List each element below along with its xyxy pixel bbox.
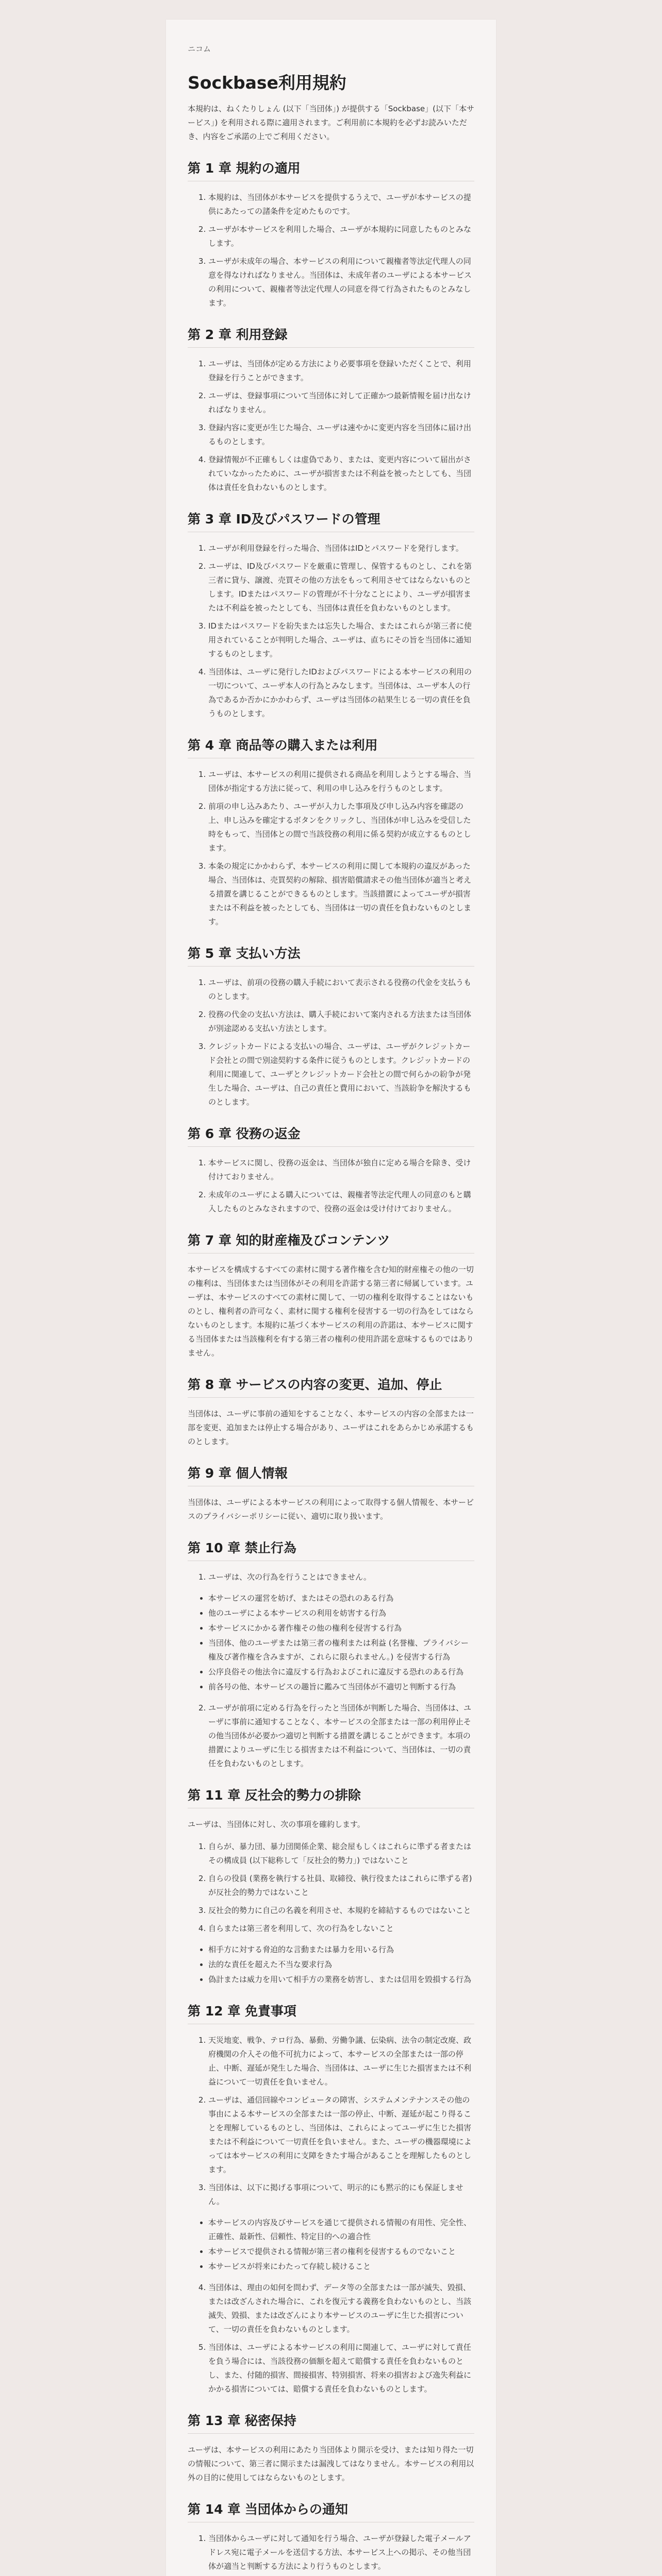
bullet-item: • 本サービスで提供される情報が第三者の権利を侵害するものでないこと: [208, 2245, 474, 2259]
list-item: 1. ユーザは、本サービスの利用に提供される商品を利用しようとする場合、当団体が指定する方法に従って、利用の申し込みを行うものとします。: [208, 768, 474, 795]
list-item: [208, 1570, 474, 1584]
chapter-heading: 第 4 章 商品等の購入または利用: [188, 735, 474, 758]
chapter-heading: 第 7 章 知的財産権及びコンテンツ: [188, 1230, 474, 1253]
chapter-heading: 第 2 章 利用登録: [188, 325, 474, 348]
chapter-heading: 第 9 章 個人情報: [188, 1463, 474, 1486]
bullet-item: • 相手方に対する脅迫的な言動または暴力を用いる行為: [208, 1943, 474, 1957]
list-item: 2. 役務の代金の支払い方法は、購入手続において案内される方法または当団体が別途認める支払い方法とします。: [208, 1008, 474, 1036]
chapter-heading: 第 1 章 規約の適用: [188, 158, 474, 181]
site-brand[interactable]: ニコム: [188, 44, 211, 54]
intro-paragraph: 本規約は、ねくたりしょん (以下「当団体」) が提供する「Sockbase」(以下「本サービス」) を利用される際に適用されます。ご利用前に本規約を必ずお読みいただき、内容をご承諾の上でご利用ください。: [188, 104, 474, 141]
list-item: 1. ユーザが利用登録を行った場合、当団体はIDとパスワードを発行します。: [208, 541, 474, 555]
list-item: 4. 登録情報が不正確もしくは虚偽であり、または、変更内容について届出がされていなかったために、ユーザが損害または不利益を被ったとしても、当団体は責任を負わないものとします。: [208, 453, 474, 495]
list-item: 1. ユーザは、当団体が定める方法により必要事項を登録いただくことで、利用登録を行うことができます。: [208, 357, 474, 385]
list-item: 3. IDまたはパスワードを紛失または忘失した場合、またはこれらが第三者に使用されていることが判明した場合、ユーザは、直ちにその旨を当団体に通知するものとします。: [208, 619, 474, 661]
list-item: 2. 未成年のユーザによる購入については、親権者等法定代理人の同意のもと購入したものとみなされますので、役務の返金は受け付けておりません。: [208, 1188, 474, 1216]
page-title: Sockbase利用規約: [188, 73, 346, 93]
list-item: 2. ユーザは、登録事項について当団体に対して正確かつ最新情報を届け出なければなりません。: [208, 389, 474, 417]
bullet-item: • 前各号の他、本サービスの趣旨に鑑みて当団体が不適切と判断する行為: [208, 1680, 474, 1694]
list-item: 2. ユーザが本サービスを利用した場合、ユーザが本規約に同意したものとみなします。: [208, 223, 474, 250]
chapter-body: 本サービスを構成するすべての素材に関する著作権を含む知的財産権その他の一切の権利は、当団体または当団体がその利用を許諾する第三者に帰属しています。ユーザは、本サービスのすべての素材に関して、一切の権利を取得することはないものとし、権利者の許可なく、素材に関する権利を侵害する一切の行為をしてはならないものとします。本規約に基づく本サービスの利用の許諾は、本サービスに関する当団体または当該権利を有する第三者の権利の使用許諾を意味するものではありません。: [188, 1265, 474, 1358]
chapter-body: 当団体は、ユーザに事前の通知をすることなく、本サービスの内容の全部または一部を変更、追加または停止する場合があり、ユーザはこれをあらかじめ承諾するものとします。: [188, 1409, 474, 1446]
bullet-item: • 当団体、他のユーザまたは第三者の権利または利益 (名誉権、プライバシー権及び著作権を含みますが、これらに限られません。) を侵害する行為: [208, 1636, 474, 1664]
chapter-11: [188, 1785, 474, 1987]
chapter-10: [188, 1538, 474, 1771]
list-item: 1. 本規約は、当団体が本サービスを提供するうえで、ユーザが本サービスの提供にあたっての諸条件を定めたものです。: [208, 191, 474, 218]
bullet-item: • 他のユーザによる本サービスの利用を妨害する行為: [208, 1606, 474, 1620]
bullet-item: • 本サービスが将来にわたって存続し続けること: [208, 2260, 474, 2274]
list-item: 3. クレジットカードによる支払いの場合、ユーザは、ユーザがクレジットカード会社との間で別途契約する条件に従うものとします。クレジットカードの利用に関連して、ユーザとクレジットカード会社との間で何らかの紛争が発生した場合、ユーザは、自己の責任と費用において、当該紛争を解決するものとします。: [208, 1040, 474, 1109]
chapter-body: ユーザは、本サービスの利用にあたり当団体より開示を受け、または知り得た一切の情報について、第三者に開示または漏洩してはなりません。本サービスの利用以外の目的に使用してはならないものとします。: [188, 2445, 474, 2482]
list-item: 1. 当団体からユーザに対して通知を行う場合、ユーザが登録した電子メールアドレス宛に電子メールを送信する方法、本サービス上への掲示、その他当団体が適当と判断する方法により行うものとします。: [208, 2532, 474, 2573]
chapter-8: [188, 1375, 474, 1449]
list-item: 4. 当団体は、理由の如何を問わず、データ等の全部または一部が滅失、毀損、または改ざんされた場合に、これを復元する義務を負わないものとし、当該滅失、毀損、または改ざんにより本サービスのユーザに生じた損害について、一切の責任を負わないものとします。: [208, 2281, 474, 2336]
list-item: 1. ユーザは、前項の役務の購入手続において表示される役務の代金を支払うものとします。: [208, 976, 474, 1004]
list-item: 3. 反社会的勢力に自己の名義を利用させ、本規約を締結するものではないこと: [208, 1904, 474, 1918]
list-item-text: ユーザは、次の行為を行うことはできません。: [208, 1572, 371, 1582]
chapter-4: [188, 735, 474, 929]
chapter-heading: 第 3 章 ID及びパスワードの管理: [188, 509, 474, 532]
chapter-heading: 第 10 章 禁止行為: [188, 1538, 474, 1561]
bullet-item: • 本サービスの内容及びサービスを通じて提供される情報の有用性、完全性、正確性、最新性、信頼性、特定目的への適合性: [208, 2216, 474, 2244]
bullet-item: • 法的な責任を超えた不当な要求行為: [208, 1958, 474, 1972]
chapter-body: 当団体は、ユーザによる本サービスの利用によって取得する個人情報を、本サービスのプライバシーポリシーに従い、適切に取り扱います。: [188, 1498, 474, 1521]
chapter-heading: 第 6 章 役務の返金: [188, 1124, 474, 1147]
list-item: 2. 自らの役員 (業務を執行する社員、取締役、執行役またはこれらに準ずる者) が反社会的勢力ではないこと: [208, 1872, 474, 1900]
chapter-12: [188, 2001, 474, 2396]
list-item: 2. 前項の申し込みあたり、ユーザが入力した事項及び申し込み内容を確認の上、申し込みを確定するボタンをクリックし、当団体が申し込みを受信した時をもって、当団体との間で当該役務の利用に係る契約が成立するものとします。: [208, 800, 474, 855]
terms-document: [166, 20, 496, 2576]
bullet-item: • 本サービスにかかる著作権その他の権利を侵害する行為: [208, 1621, 474, 1635]
list-item: 4. 当団体は、ユーザに発行したIDおよびパスワードによる本サービスの利用の一切について、ユーザ本人の行為とみなします。当団体は、ユーザ本人の行為であるか否かにかかわらず、ユーザは当団体の結果生じる一切の責任を負うものとします。: [208, 665, 474, 721]
list-item: 1. 本サービスに関し、役務の返金は、当団体が独自に定める場合を除き、受け付けておりません。: [208, 1156, 474, 1184]
chapter-1: [188, 158, 474, 310]
chapter-2: [188, 325, 474, 495]
list-item: 3. 当団体は、以下に掲げる事項について、明示的にも黙示的にも保証しません。: [208, 2181, 474, 2209]
chapter-6: [188, 1124, 474, 1216]
chapter-7: [188, 1230, 474, 1360]
list-item: 1. 天災地変、戦争、テロ行為、暴動、労働争議、伝染病、法令の制定改廃、政府機関の介入その他不可抗力によって、本サービスの全部または一部の停止、中断、遅延が発生した場合、当団体は、ユーザに生じた損害または不利益について一切責任を負いません。: [208, 2033, 474, 2089]
bullet-item: • 公序良俗その他法令に違反する行為およびこれに違反する恐れのある行為: [208, 1665, 474, 1679]
chapter-13: [188, 2411, 474, 2485]
list-item: 4. 自らまたは第三者を利用して、次の行為をしないこと: [208, 1922, 474, 1936]
chapter-heading: 第 13 章 秘密保持: [188, 2411, 474, 2434]
list-item: 1. 自らが、暴力団、暴力団関係企業、総会屋もしくはこれらに準ずる者またはその構成員 (以下総称して「反社会的勢力」) ではないこと: [208, 1840, 474, 1868]
chapter-14: [188, 2499, 474, 2576]
list-item: 2. ユーザは、ID及びパスワードを厳重に管理し、保管するものとし、これを第三者に貸与、譲渡、売買その他の方法をもって利用させてはならないものとします。IDまたはパスワードの管理が不十分なことにより、ユーザが損害または不利益を被ったとしても、当団体は責任を負わないものとします。: [208, 560, 474, 615]
chapter-5: [188, 943, 474, 1109]
list-item: 3. ユーザが未成年の場合、本サービスの利用について親権者等法定代理人の同意を得なければなりません。当団体は、未成年者のユーザによる本サービスの利用について、親権者等法定代理人の同意を得て行為されたものとみなします。: [208, 255, 474, 310]
list-item: 5. 当団体は、ユーザによる本サービスの利用に関連して、ユーザに対して責任を負う場合には、当該役務の価額を超えて賠償する責任を負わないものとし、また、付随的損害、間接損害、特別損害、将来の損害および逸失利益にかかる損害については、賠償する責任を負わないものとします。: [208, 2341, 474, 2396]
chapter-heading: 第 14 章 当団体からの通知: [188, 2499, 474, 2522]
chapter-heading: 第 8 章 サービスの内容の変更、追加、停止: [188, 1375, 474, 1398]
chapter-heading: 第 5 章 支払い方法: [188, 943, 474, 967]
chapter-3: [188, 509, 474, 721]
chapter-9: [188, 1463, 474, 1523]
list-item: 3. 登録内容に変更が生じた場合、ユーザは速やかに変更内容を当団体に届け出るものとします。: [208, 421, 474, 449]
list-item: 2. ユーザは、通信回線やコンピュータの障害、システムメンテナンスその他の事由による本サービスの全部または一部の停止、中断、遅延が起こり得ることを理解しているものとし、当団体は、これらによってユーザに生じた損害または不利益について一切責任を負いません。また、ユーザの機器環境によっては本サービスの利用に支障をきたす場合があることを理解したものとします。: [208, 2093, 474, 2177]
chapter-heading: 第 12 章 免責事項: [188, 2001, 474, 2024]
list-item: 2. ユーザが前項に定める行為を行ったと当団体が判断した場合、当団体は、ユーザに事前に通知することなく、本サービスの全部または一部の利用停止その他当団体が必要かつ適切と判断する措置を講じることができます。本項の措置によりユーザに生じる損害または不利益について、当団体は、一切の責任を負わないものとします。: [208, 1701, 474, 1771]
chapter-heading: 第 11 章 反社会的勢力の排除: [188, 1785, 474, 1808]
bullet-item: • 偽計または威力を用いて相手方の業務を妨害し、または信用を毀損する行為: [208, 1973, 474, 1987]
bullet-item: • 本サービスの運営を妨げ、またはその恐れのある行為: [208, 1591, 474, 1605]
chapter-lead: ユーザは、当団体に対し、次の事項を確約します。: [188, 1820, 365, 1829]
list-item: 3. 本条の規定にかかわらず、本サービスの利用に関して本規約の違反があった場合、当団体は、売買契約の解除、損害賠償請求その他当団体が適当と考える措置を講じることができるものとします。当該措置によってユーザが損害または不利益を被ったとしても、当団体は一切の責任を負わないものとします。: [208, 859, 474, 929]
